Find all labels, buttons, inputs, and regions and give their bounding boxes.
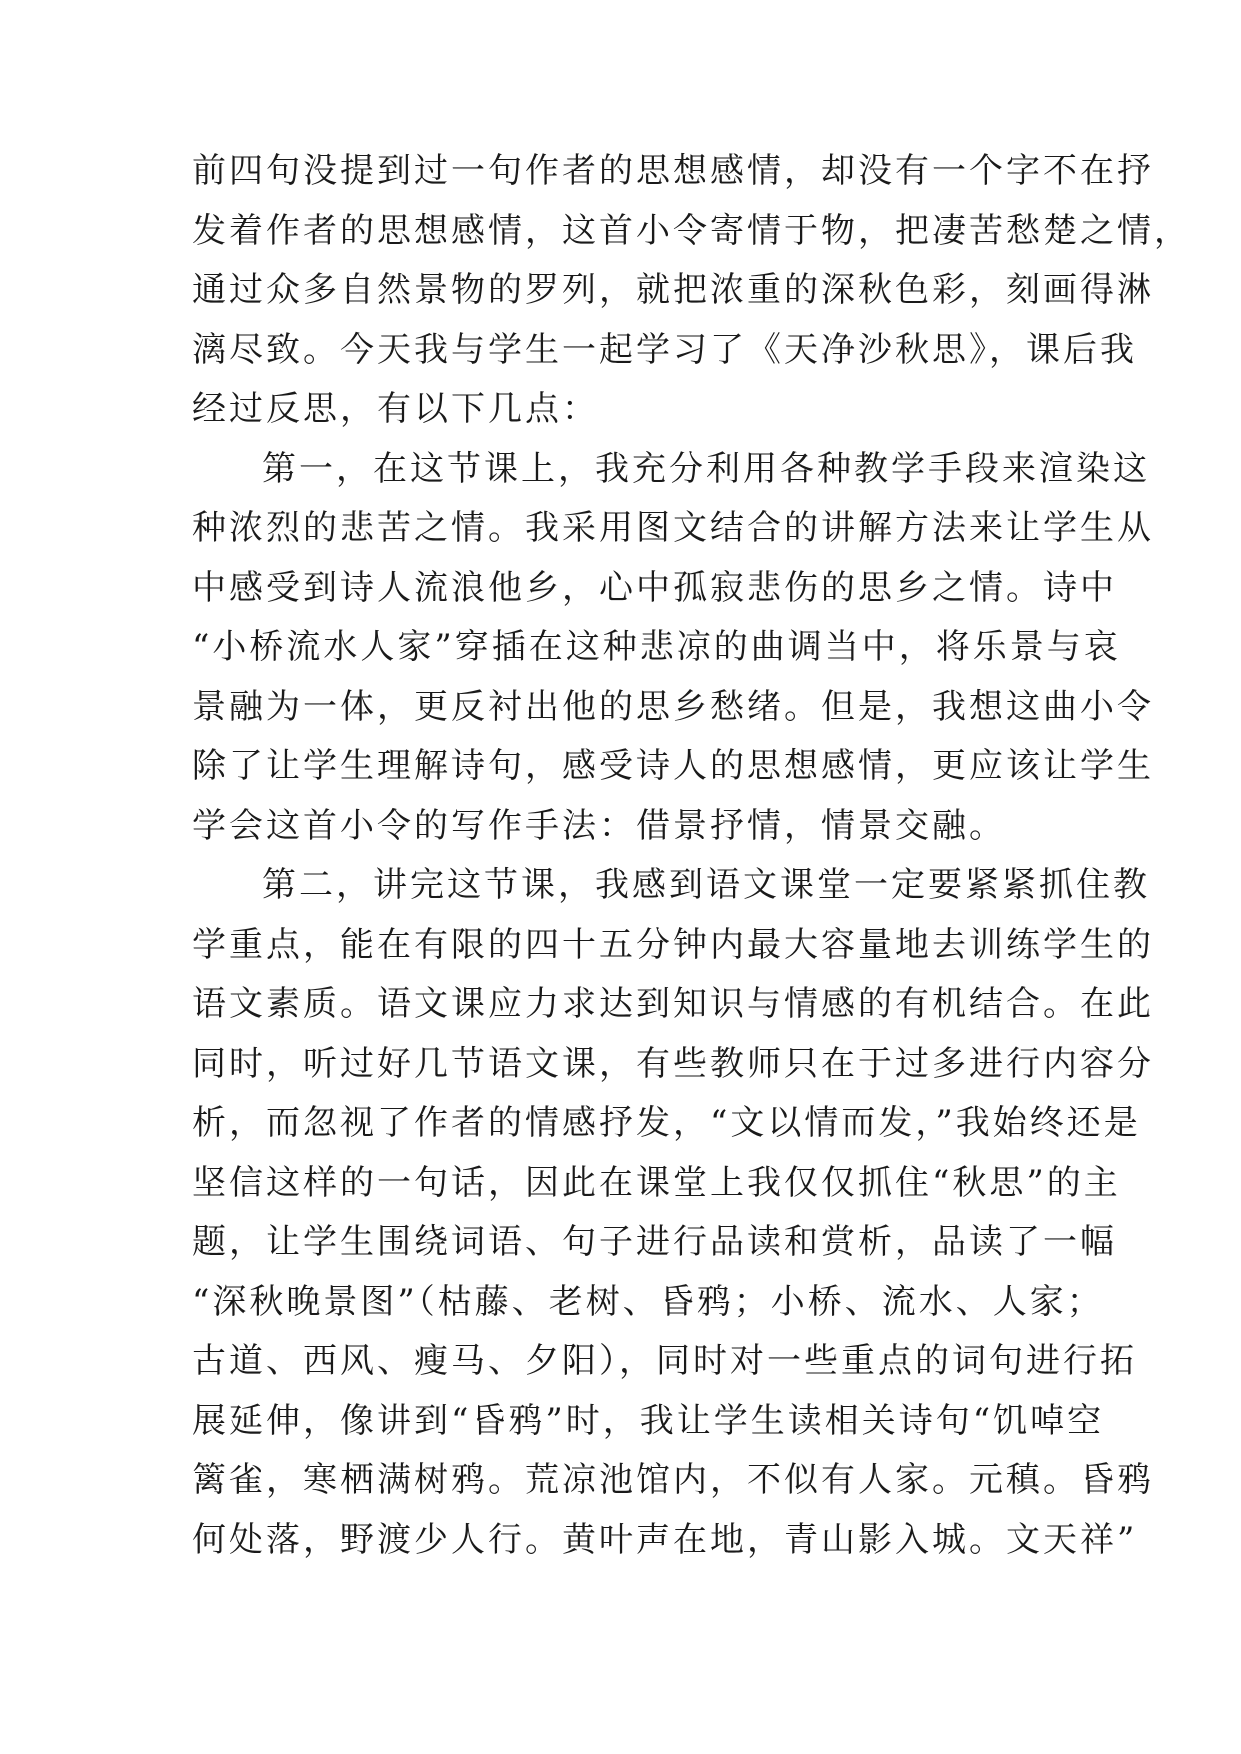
text-line: 学重点，能在有限的四十五分钟内最大容量地去训练学生的 (192, 924, 1154, 965)
text-line: 中感受到诗人流浪他乡，心中孤寂悲伤的思乡之情。诗中 (192, 567, 1117, 608)
text-line: 前四句没提到过一句作者的思想感情，却没有一个字不在抒 (192, 151, 1154, 191)
text-line: 学会这首小令的写作手法：借景抒情，情景交融。 (192, 805, 1006, 846)
text-line: 坚信这样的一句话，因此在课堂上我仅仅抓住“秋思”的主 (192, 1162, 1121, 1203)
text-line: 篱雀，寒栖满树鸦。荒凉池馆内，不似有人家。元稹。昏鸦 (192, 1460, 1154, 1500)
text-line: 语文素质。语文课应力求达到知识与情感的有机结合。在此 (192, 984, 1154, 1024)
text-line: 析，而忽视了作者的情感抒发，“文以情而发，”我始终还是 (192, 1103, 1141, 1143)
text-line: 经过反思，有以下几点： (192, 389, 599, 429)
text-line: 漓尽致。今天我与学生一起学习了《天净沙秋思》，课后我 (192, 329, 1137, 370)
body-text (192, 142, 1191, 1570)
text-line: 除了让学生理解诗句，感受诗人的思想感情，更应该让学生 (192, 746, 1154, 786)
paragraph-first-line: 第二，讲完这节课，我感到语文课堂一定要紧紧抓住教 (262, 865, 1150, 905)
text-line: 景融为一体，更反衬出他的思乡愁绪。但是，我想这曲小令 (192, 686, 1154, 727)
paragraph-first-line: 第一，在这节课上，我充分利用各种教学手段来渲染这 (262, 448, 1150, 489)
text-line: 同时，听过好几节语文课，有些教师只在于过多进行内容分 (192, 1043, 1154, 1084)
text-line: 展延伸，像讲到“昏鸦”时，我让学生读相关诗句“饥啅空 (192, 1400, 1105, 1441)
text-line: 题，让学生围绕词语、句子进行品读和赏析，品读了一幅 (192, 1222, 1117, 1262)
text-line: 何处落，野渡少人行。黄叶声在地，青山影入城。文天祥” (192, 1519, 1138, 1560)
text-line: “小桥流水人家”穿插在这种悲凉的曲调当中，将乐景与哀 (192, 627, 1121, 667)
text-line: 发着作者的思想感情，这首小令寄情于物，把凄苦愁楚之情， (192, 210, 1191, 251)
text-line: 通过众多自然景物的罗列，就把浓重的深秋色彩，刻画得淋 (192, 270, 1154, 310)
text-line: “深秋晚景图”（枯藤、老树、昏鸦；小桥、流水、人家； (192, 1281, 1104, 1322)
text-line: 种浓烈的悲苦之情。我采用图文结合的讲解方法来让学生从 (192, 508, 1154, 548)
text-line: 古道、西风、瘦马、夕阳），同时对一些重点的词句进行拓 (192, 1341, 1137, 1381)
